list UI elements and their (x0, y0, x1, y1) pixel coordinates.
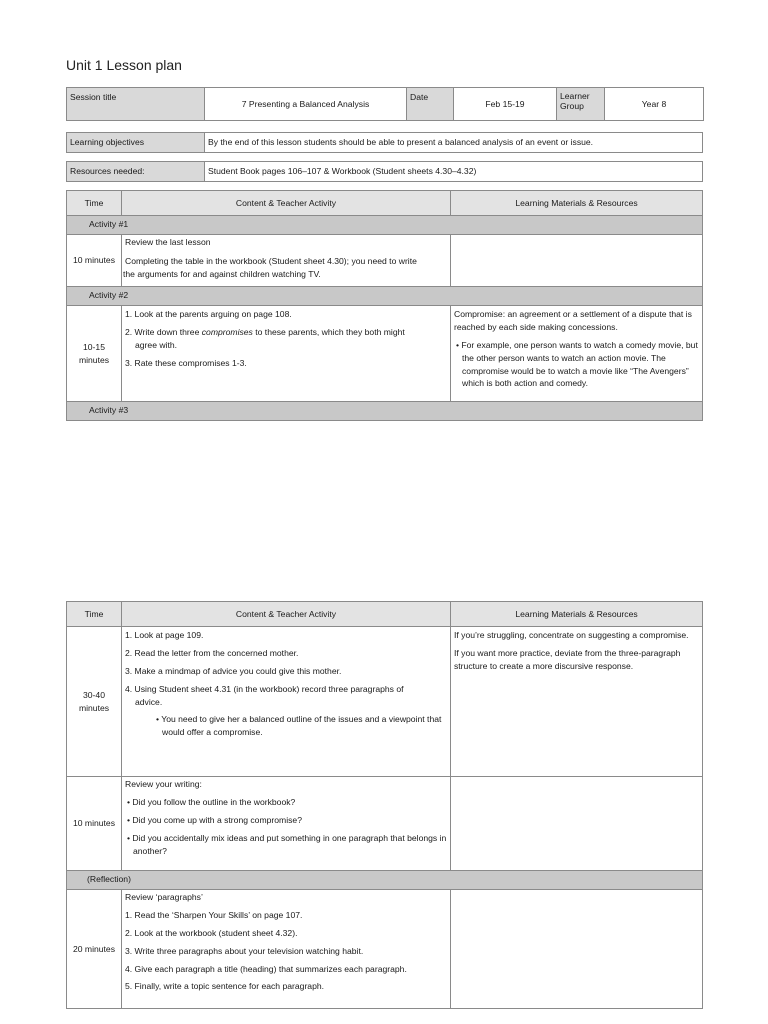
row-3-line: 5. Finally, write a topic sentence for each paragraph. (125, 981, 325, 992)
activity-1-content (122, 235, 451, 287)
header-time: Time (67, 602, 122, 627)
session-table (66, 87, 704, 121)
objectives-table (66, 132, 703, 153)
row-1-content (122, 627, 451, 777)
row-1-materials (451, 627, 703, 777)
compromise-example: • For example, one person wants to watch a comedy movie, but the other person wants to watch an action movie. The compromise would be to watch a movie like “The Avengers” which is both action and comedy. (456, 339, 698, 389)
compromise-definition: Compromise: an agreement or a settlement of a dispute that is reached by each side making concessions. (454, 309, 692, 332)
activity-1-label: Activity #1 (67, 216, 703, 235)
row-3-line: Review ‘paragraphs’ (125, 892, 203, 902)
activity-1-line: Review the last lesson (125, 237, 211, 247)
row-3-line: 3. Write three paragraphs about your television watching habit. (125, 945, 364, 956)
row-3-time: 20 minutes (67, 890, 122, 1009)
page-title: Unit 1 Lesson plan (66, 57, 182, 73)
row-2-bullet: • Did you come up with a strong compromise? (127, 814, 302, 825)
row-1-bullet: • You need to give her a balanced outline of the issues and a viewpoint that would offer a compromise. (156, 714, 442, 738)
row-2-line: Review your writing: (125, 779, 202, 789)
row-3-materials (451, 890, 703, 1009)
row-2-bullet: • Did you follow the outline in the workbook? (127, 796, 296, 807)
row-3-line: 4. Give each paragraph a title (heading) that summarizes each paragraph. (125, 963, 407, 974)
row-3-line: 1. Read the ‘Sharpen Your Skills’ on page 107. (125, 909, 303, 920)
objectives-value: By the end of this lesson students should be able to present a balanced analysis of an event or issue. (205, 133, 703, 153)
header-content: Content & Teacher Activity (122, 191, 451, 216)
activity-table (66, 190, 703, 421)
activity-2-line: 2. Write down three compromises to these parents, which they both might (125, 326, 405, 337)
activity-2-materials (451, 306, 703, 402)
row-1-line: 2. Read the letter from the concerned mother. (125, 647, 299, 658)
resources-label: Resources needed: (67, 162, 205, 182)
activity-2-time: 10-15 minutes (67, 306, 122, 402)
row-2-content (122, 777, 451, 871)
activity-1-materials (451, 235, 703, 287)
resources-value: Student Book pages 106–107 & Workbook (Student sheets 4.30–4.32) (205, 162, 703, 182)
row-1-time: 30-40 minutes (67, 627, 122, 777)
header-content: Content & Teacher Activity (122, 602, 451, 627)
row-2-materials (451, 777, 703, 871)
row-1-line: advice. (135, 696, 163, 707)
row-2-bullet: • Did you accidentally mix ideas and put something in one paragraph that belongs in another? (127, 832, 447, 856)
header-materials: Learning Materials & Resources (451, 191, 703, 216)
row-1-material: If you want more practice, deviate from the three-paragraph structure to create a more discursive response. (454, 647, 681, 671)
header-time: Time (67, 191, 122, 216)
activity-2-line: 1. Look at the parents arguing on page 108. (125, 309, 292, 319)
activity-1-time: 10 minutes (67, 235, 122, 287)
activity-2-line: 3. Rate these compromises 1-3. (125, 357, 247, 368)
row-3-content (122, 890, 451, 1009)
resources-table (66, 161, 703, 182)
activity-table-continued (66, 601, 703, 1009)
learner-group-value: Year 8 (605, 88, 704, 121)
row-2-time: 10 minutes (67, 777, 122, 871)
row-1-line: 1. Look at page 109. (125, 630, 204, 640)
activity-2-content (122, 306, 451, 402)
date-label: Date (407, 88, 454, 121)
activity-2-line: agree with. (135, 339, 178, 350)
activity-1-line: the arguments for and against children watching TV. (123, 268, 321, 279)
session-title-label: Session title (67, 88, 205, 121)
learner-group-label: Learner Group (557, 88, 605, 121)
activity-1-line: Completing the table in the workbook (Student sheet 4.30); you need to write (125, 255, 417, 266)
row-1-line: 4. Using Student sheet 4.31 (in the workbook) record three paragraphs of (125, 683, 404, 694)
row-1-material: If you’re struggling, concentrate on suggesting a compromise. (454, 630, 689, 640)
header-materials: Learning Materials & Resources (451, 602, 703, 627)
date-value: Feb 15-19 (454, 88, 557, 121)
session-title-value: 7 Presenting a Balanced Analysis (205, 88, 407, 121)
row-1-line: 3. Make a mindmap of advice you could give this mother. (125, 665, 342, 676)
activity-3-label: Activity #3 (67, 402, 703, 421)
reflection-label: (Reflection) (67, 871, 703, 890)
activity-2-label: Activity #2 (67, 287, 703, 306)
objectives-label: Learning objectives (67, 133, 205, 153)
row-3-line: 2. Look at the workbook (student sheet 4.32). (125, 927, 298, 938)
